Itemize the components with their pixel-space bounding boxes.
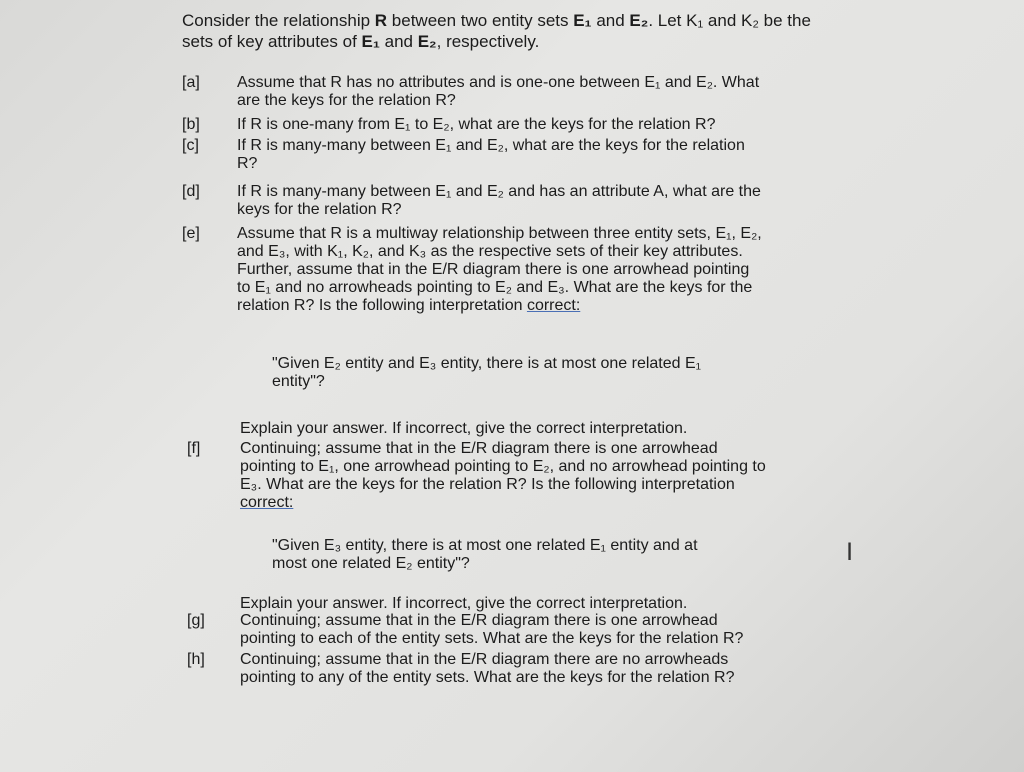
intro-text: , respectively. <box>436 32 540 51</box>
quote-text: entity"? <box>272 373 325 390</box>
question-text: If R is one-many from E₁ to E₂, what are the keys for the relation R? <box>237 116 716 133</box>
intro-text: . Let K₁ and K₂ be the sets of key attributes of <box>182 11 811 51</box>
question-text: pointing to each of the entity sets. What are the keys for the relation R? <box>240 630 744 647</box>
question-text: R? <box>237 155 258 172</box>
question-text: pointing to E₁, one arrowhead pointing to E₂, and no arrowhead pointing to <box>240 458 766 475</box>
question-text: If R is many-many between E₁ and E₂ and has an attribute A, what are the <box>237 183 761 200</box>
quote-text: "Given E₃ entity, there is at most one related E₁ entity and at <box>272 537 698 554</box>
question-text: Continuing; assume that in the E/R diagram there is one arrowhead <box>240 440 718 457</box>
intro-text: Consider the relationship <box>182 11 375 30</box>
quote-e <box>272 355 812 391</box>
question-text: are the keys for the relation R? <box>237 92 456 109</box>
question-text: correct: <box>240 494 294 511</box>
explain-f <box>240 595 840 613</box>
question-text: Assume that R is a multiway relationship between three entity sets, E₁, E₂, <box>237 225 762 242</box>
question-label: [d] <box>182 183 200 200</box>
explain-text: Explain your answer. If incorrect, give the correct interpretation. <box>240 420 688 437</box>
question-text: Assume that R has no attributes and is one-one between E₁ and E₂. What <box>237 74 760 91</box>
question-text: E₃. What are the keys for the relation R? Is the following interpretation <box>240 476 735 493</box>
intro-entity: E₁ <box>361 32 380 51</box>
question-text: pointing to any of the entity sets. What are the keys for the relation R? <box>240 669 735 686</box>
question-label: [b] <box>182 116 200 133</box>
question-label: [g] <box>187 612 205 629</box>
intro-text: between two entity sets <box>387 11 574 30</box>
intro-entity: E₂ <box>417 32 437 51</box>
explain-text: Explain your answer. If incorrect, give the correct interpretation. <box>240 595 688 612</box>
quote-f <box>272 537 812 573</box>
question-text: and E₃, with K₁, K₂, and K₃ as the respective sets of their key attributes. <box>237 243 743 260</box>
intro-entity: E₂ <box>629 11 649 30</box>
intro-text: and <box>591 11 630 30</box>
question-text: to E₁ and no arrowheads pointing to E₂ and E₃. What are the keys for the <box>237 279 753 296</box>
question-text: If R is many-many between E₁ and E₂, what are the keys for the relation <box>237 137 745 154</box>
question-text: keys for the relation R? <box>237 201 402 218</box>
question-label: [h] <box>187 651 205 668</box>
intro-paragraph <box>182 10 842 52</box>
question-text: Continuing; assume that in the E/R diagram there is one arrowhead <box>240 612 718 629</box>
intro-text: and <box>379 32 418 51</box>
explain-e <box>240 420 840 438</box>
intro-entity: E₁ <box>573 11 592 30</box>
question-text: Further, assume that in the E/R diagram there is one arrowhead pointing <box>237 261 750 278</box>
question-text: relation R? Is the following interpretation <box>237 297 527 314</box>
question-text: correct: <box>526 297 581 314</box>
question-text: Continuing; assume that in the E/R diagram there are no arrowheads <box>240 651 729 668</box>
quote-text: "Given E₂ entity and E₃ entity, there is at most one related E₁ <box>272 355 702 372</box>
question-label: [c] <box>182 137 199 154</box>
question-label: [a] <box>182 74 200 91</box>
text-cursor-icon: I <box>846 538 854 566</box>
question-label: [f] <box>187 440 201 457</box>
intro-relation: R <box>374 11 388 30</box>
quote-text: most one related E₂ entity"? <box>272 555 470 572</box>
question-label: [e] <box>182 225 200 242</box>
